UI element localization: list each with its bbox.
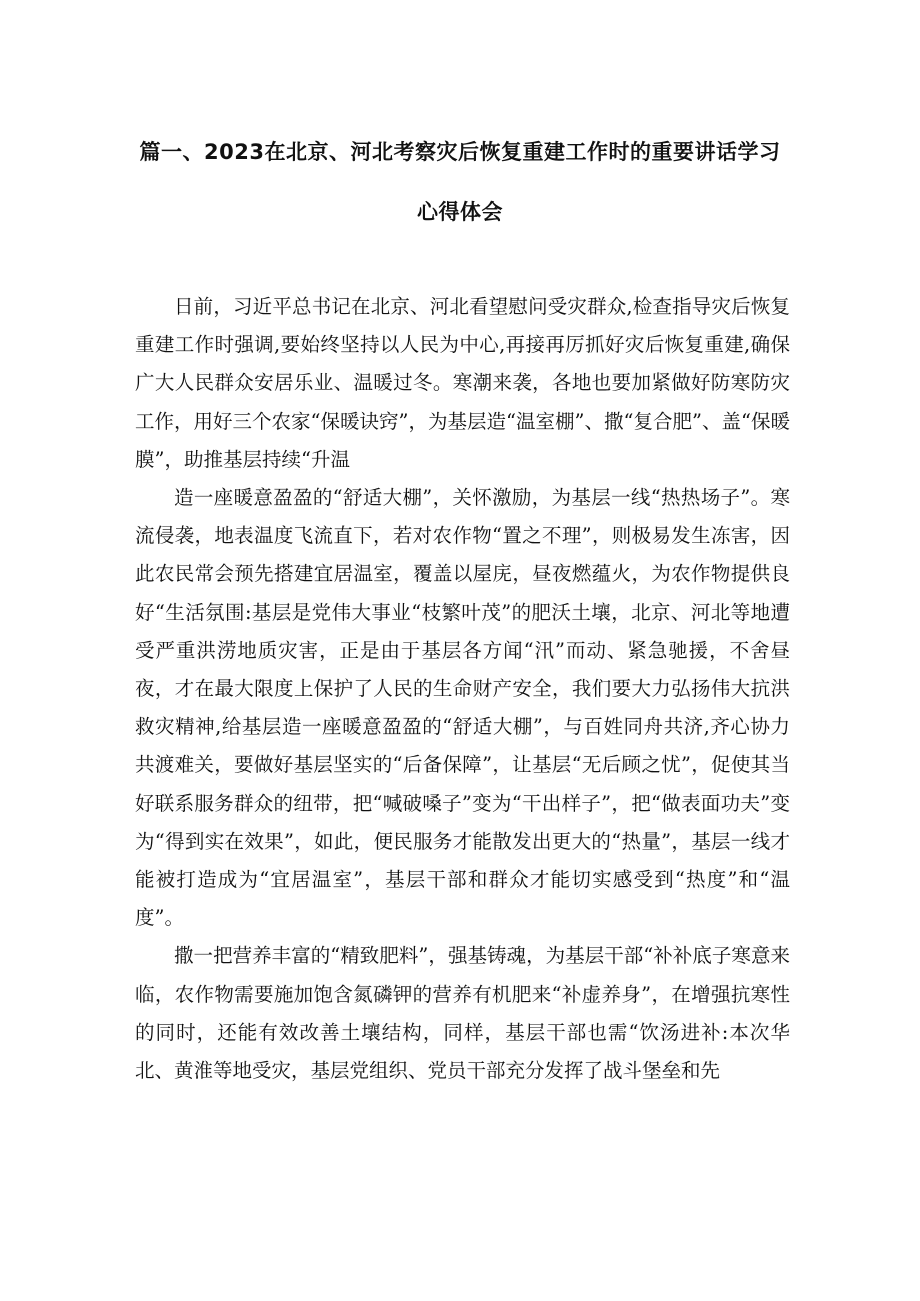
paragraph-1: 日前，习近平总书记在北京、河北看望慰问受灾群众,检查指导灾后恢复重建工作时强调,要始终坚持以人民为中心,再接再厉抓好灾后恢复重建,确保广大人民群众安居乐业、温暖过冬。寒潮来袭，各地也要加紧做好防寒防灾工作，用好三个农家“保暖诀窍”，为基层造“温室棚”、撒“复合肥”、盖“保暖膜”，助推基层持续“升温 (135, 295, 790, 471)
paragraph-3: 撒一把营养丰富的“精致肥料”，强基铸魂，为基层干部“补补底子寒意来临，农作物需要施加饱含氮磷钾的营养有机肥来“补虚养身”，在增强抗寒性的同时，还能有效改善土壤结构，同样，基层干部也需“饮汤进补:本次华北、黄淮等地受灾，基层党组织、党员干部充分发挥了战斗堡垒和先 (135, 944, 790, 1083)
document-title-line-1: 篇一、2023在北京、河北考察灾后恢复重建工作时的重要讲话学习 (139, 140, 781, 164)
document-body (135, 288, 790, 1090)
document-title-line-2: 心得体会 (417, 200, 503, 224)
paragraph-2: 造一座暖意盈盈的“舒适大棚”，关怀激励，为基层一线“热热场子”。寒流侵袭，地表温度飞流直下，若对农作物“置之不理”，则极易发生冻害，因此农民常会预先搭建宜居温室，覆盖以屋庑，昼夜燃蕴火，为农作物提供良好“生活氛围:基层是党伟大事业“枝繁叶茂”的肥沃土壤，北京、河北等地遭受严重洪涝地质灾害，正是由于基层各方闻“汛”而动、紧急驰援，不舍昼夜，才在最大限度上保护了人民的生命财产安全，我们要大力弘扬伟大抗洪救灾精神,给基层造一座暖意盈盈的“舒适大棚”，与百姓同舟共济,齐心协力共渡难关，要做好基层坚实的“后备保障”，让基层“无后顾之忧”，促使其当好联系服务群众的纽带，把“喊破嗓子”变为“干出样子”，把“做表面功夫”变为“得到实在效果”，如此，便民服务才能散发出更大的“热量”，基层一线才能被打造成为“宜居温室”，基层干部和群众才能切实感受到“热度”和“温度”。 (135, 486, 790, 930)
